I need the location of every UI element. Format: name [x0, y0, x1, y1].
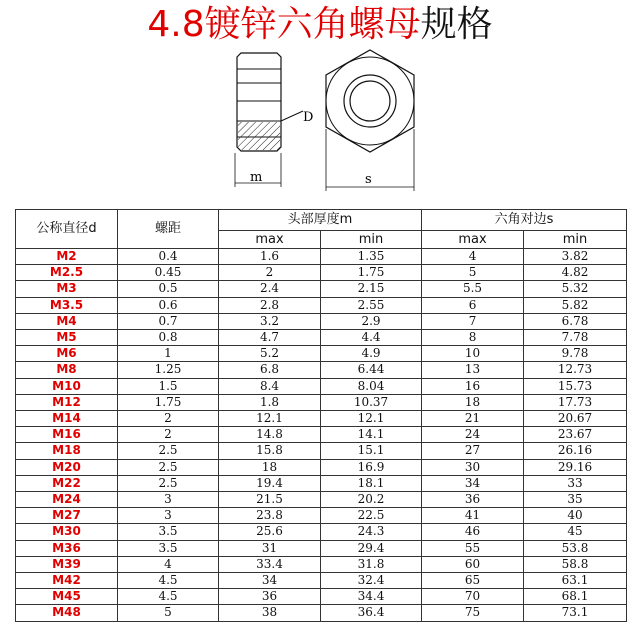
table-row — [16, 524, 627, 540]
cell-across-max: 24 — [422, 427, 524, 443]
header-thickness: 头部厚度m — [219, 210, 422, 231]
cell-across-max: 13 — [422, 362, 524, 378]
cell-size: M5 — [16, 330, 118, 346]
cell-across-max: 18 — [422, 394, 524, 410]
hex-nut-drawing — [205, 45, 435, 205]
cell-across-max: 21 — [422, 411, 524, 427]
cell-across-min: 12.73 — [524, 362, 627, 378]
cell-size: M8 — [16, 362, 118, 378]
cell-pitch: 1.5 — [118, 378, 219, 394]
cell-across-min: 68.1 — [524, 589, 627, 605]
cell-thickness-max: 12.1 — [219, 411, 321, 427]
cell-thickness-min: 1.35 — [321, 249, 422, 265]
cell-across-min: 5.32 — [524, 281, 627, 297]
cell-size: M3 — [16, 281, 118, 297]
cell-across-max: 5 — [422, 265, 524, 281]
cell-across-min: 45 — [524, 524, 627, 540]
cell-across-max: 16 — [422, 378, 524, 394]
cell-thickness-max: 8.4 — [219, 378, 321, 394]
header-nominal: 公称直径d — [16, 210, 118, 249]
cell-across-min: 5.82 — [524, 297, 627, 313]
nut-side-view — [235, 53, 313, 187]
table-row — [16, 249, 627, 265]
cell-thickness-min: 14.1 — [321, 427, 422, 443]
cell-across-min: 6.78 — [524, 313, 627, 329]
cell-across-max: 6 — [422, 297, 524, 313]
cell-thickness-min: 4.4 — [321, 330, 422, 346]
cell-thickness-min: 24.3 — [321, 524, 422, 540]
cell-across-min: 35 — [524, 492, 627, 508]
cell-pitch: 0.5 — [118, 281, 219, 297]
cell-thickness-max: 1.6 — [219, 249, 321, 265]
cell-size: M14 — [16, 411, 118, 427]
cell-pitch: 4 — [118, 556, 219, 572]
spec-table — [15, 209, 627, 622]
cell-across-max: 65 — [422, 573, 524, 589]
cell-across-min: 9.78 — [524, 346, 627, 362]
cell-pitch: 5 — [118, 605, 219, 621]
table-row — [16, 556, 627, 572]
table-row — [16, 394, 627, 410]
cell-size: M4 — [16, 313, 118, 329]
cell-pitch: 3.5 — [118, 540, 219, 556]
cell-thickness-min: 10.37 — [321, 394, 422, 410]
cell-thickness-max: 4.7 — [219, 330, 321, 346]
label-s: s — [365, 172, 372, 187]
cell-pitch: 2.5 — [118, 475, 219, 491]
cell-thickness-max: 18 — [219, 459, 321, 475]
cell-thickness-min: 2.15 — [321, 281, 422, 297]
cell-across-max: 7 — [422, 313, 524, 329]
cell-pitch: 2.5 — [118, 443, 219, 459]
cell-thickness-min: 2.55 — [321, 297, 422, 313]
cell-across-max: 4 — [422, 249, 524, 265]
cell-size: M45 — [16, 589, 118, 605]
table-row — [16, 346, 627, 362]
cell-across-max: 70 — [422, 589, 524, 605]
cell-across-max: 34 — [422, 475, 524, 491]
cell-across-min: 20.67 — [524, 411, 627, 427]
cell-pitch: 3.5 — [118, 524, 219, 540]
cell-pitch: 0.7 — [118, 313, 219, 329]
cell-thickness-min: 16.9 — [321, 459, 422, 475]
cell-thickness-max: 5.2 — [219, 346, 321, 362]
table-row — [16, 362, 627, 378]
cell-across-max: 46 — [422, 524, 524, 540]
cell-across-max: 60 — [422, 556, 524, 572]
cell-thickness-min: 6.44 — [321, 362, 422, 378]
cell-across-max: 5.5 — [422, 281, 524, 297]
cell-pitch: 1 — [118, 346, 219, 362]
cell-pitch: 0.4 — [118, 249, 219, 265]
cell-thickness-min: 1.75 — [321, 265, 422, 281]
cell-thickness-min: 29.4 — [321, 540, 422, 556]
cell-size: M18 — [16, 443, 118, 459]
cell-thickness-max: 31 — [219, 540, 321, 556]
cell-across-min: 33 — [524, 475, 627, 491]
label-d: D — [303, 110, 314, 125]
cell-thickness-max: 2.8 — [219, 297, 321, 313]
label-m: m — [250, 170, 263, 185]
table-row — [16, 265, 627, 281]
cell-across-min: 7.78 — [524, 330, 627, 346]
cell-size: M20 — [16, 459, 118, 475]
table-row — [16, 443, 627, 459]
cell-thickness-min: 32.4 — [321, 573, 422, 589]
cell-across-max: 27 — [422, 443, 524, 459]
cell-pitch: 4.5 — [118, 589, 219, 605]
cell-pitch: 0.45 — [118, 265, 219, 281]
cell-across-max: 30 — [422, 459, 524, 475]
header-thickness-max: max — [219, 231, 321, 249]
cell-size: M36 — [16, 540, 118, 556]
cell-thickness-max: 15.8 — [219, 443, 321, 459]
table-row — [16, 459, 627, 475]
cell-across-min: 73.1 — [524, 605, 627, 621]
cell-thickness-max: 33.4 — [219, 556, 321, 572]
table-row — [16, 281, 627, 297]
table-row — [16, 427, 627, 443]
cell-thickness-min: 34.4 — [321, 589, 422, 605]
cell-thickness-max: 14.8 — [219, 427, 321, 443]
cell-across-min: 58.8 — [524, 556, 627, 572]
cell-thickness-max: 36 — [219, 589, 321, 605]
cell-size: M10 — [16, 378, 118, 394]
cell-size: M2.5 — [16, 265, 118, 281]
cell-thickness-max: 3.2 — [219, 313, 321, 329]
header-pitch: 螺距 — [118, 210, 219, 249]
cell-thickness-max: 34 — [219, 573, 321, 589]
cell-size: M22 — [16, 475, 118, 491]
cell-across-max: 8 — [422, 330, 524, 346]
table-header-row — [16, 210, 627, 231]
table-row — [16, 411, 627, 427]
cell-pitch: 1.75 — [118, 394, 219, 410]
cell-thickness-max: 1.8 — [219, 394, 321, 410]
table-row — [16, 508, 627, 524]
title-black-part: 规格 — [420, 4, 493, 45]
cell-size: M30 — [16, 524, 118, 540]
cell-size: M6 — [16, 346, 118, 362]
table-row — [16, 589, 627, 605]
cell-size: M3.5 — [16, 297, 118, 313]
cell-across-min: 29.16 — [524, 459, 627, 475]
header-thickness-min: min — [321, 231, 422, 249]
cell-thickness-max: 25.6 — [219, 524, 321, 540]
cell-across-max: 36 — [422, 492, 524, 508]
table-row — [16, 573, 627, 589]
hex-nut-diagram — [205, 45, 435, 205]
cell-size: M16 — [16, 427, 118, 443]
cell-pitch: 2.5 — [118, 459, 219, 475]
table-row — [16, 605, 627, 621]
cell-pitch: 3 — [118, 492, 219, 508]
table-row — [16, 492, 627, 508]
cell-across-max: 10 — [422, 346, 524, 362]
cell-size: M2 — [16, 249, 118, 265]
cell-pitch: 0.8 — [118, 330, 219, 346]
table-row — [16, 313, 627, 329]
cell-thickness-max: 38 — [219, 605, 321, 621]
cell-thickness-max: 6.8 — [219, 362, 321, 378]
table-row — [16, 378, 627, 394]
cell-thickness-max: 19.4 — [219, 475, 321, 491]
cell-across-min: 23.67 — [524, 427, 627, 443]
nut-top-view — [326, 50, 414, 191]
cell-pitch: 2 — [118, 411, 219, 427]
cell-thickness-min: 22.5 — [321, 508, 422, 524]
cell-thickness-min: 20.2 — [321, 492, 422, 508]
cell-across-max: 41 — [422, 508, 524, 524]
cell-thickness-max: 2 — [219, 265, 321, 281]
cell-pitch: 3 — [118, 508, 219, 524]
header-across-min: min — [524, 231, 627, 249]
cell-across-min: 3.82 — [524, 249, 627, 265]
table-row — [16, 540, 627, 556]
page-title — [0, 2, 640, 48]
cell-thickness-max: 23.8 — [219, 508, 321, 524]
table-row — [16, 330, 627, 346]
cell-thickness-min: 4.9 — [321, 346, 422, 362]
cell-size: M24 — [16, 492, 118, 508]
cell-across-min: 63.1 — [524, 573, 627, 589]
cell-size: M12 — [16, 394, 118, 410]
cell-across-max: 75 — [422, 605, 524, 621]
cell-thickness-min: 18.1 — [321, 475, 422, 491]
cell-thickness-min: 31.8 — [321, 556, 422, 572]
header-across-flats: 六角对边s — [422, 210, 627, 231]
cell-pitch: 0.6 — [118, 297, 219, 313]
cell-thickness-max: 21.5 — [219, 492, 321, 508]
cell-pitch: 1.25 — [118, 362, 219, 378]
cell-across-min: 17.73 — [524, 394, 627, 410]
cell-thickness-min: 36.4 — [321, 605, 422, 621]
header-across-max: max — [422, 231, 524, 249]
table-body — [16, 249, 627, 622]
cell-across-min: 15.73 — [524, 378, 627, 394]
table-row — [16, 475, 627, 491]
table-row — [16, 297, 627, 313]
cell-thickness-max: 2.4 — [219, 281, 321, 297]
cell-size: M48 — [16, 605, 118, 621]
cell-across-min: 53.8 — [524, 540, 627, 556]
cell-thickness-min: 12.1 — [321, 411, 422, 427]
cell-across-min: 26.16 — [524, 443, 627, 459]
cell-across-min: 40 — [524, 508, 627, 524]
cell-across-min: 4.82 — [524, 265, 627, 281]
cell-across-max: 55 — [422, 540, 524, 556]
cell-thickness-min: 15.1 — [321, 443, 422, 459]
cell-thickness-min: 8.04 — [321, 378, 422, 394]
cell-size: M27 — [16, 508, 118, 524]
cell-pitch: 2 — [118, 427, 219, 443]
cell-thickness-min: 2.9 — [321, 313, 422, 329]
title-red-part: 4.8镀锌六角螺母 — [147, 4, 421, 45]
cell-pitch: 4.5 — [118, 573, 219, 589]
cell-size: M39 — [16, 556, 118, 572]
cell-size: M42 — [16, 573, 118, 589]
